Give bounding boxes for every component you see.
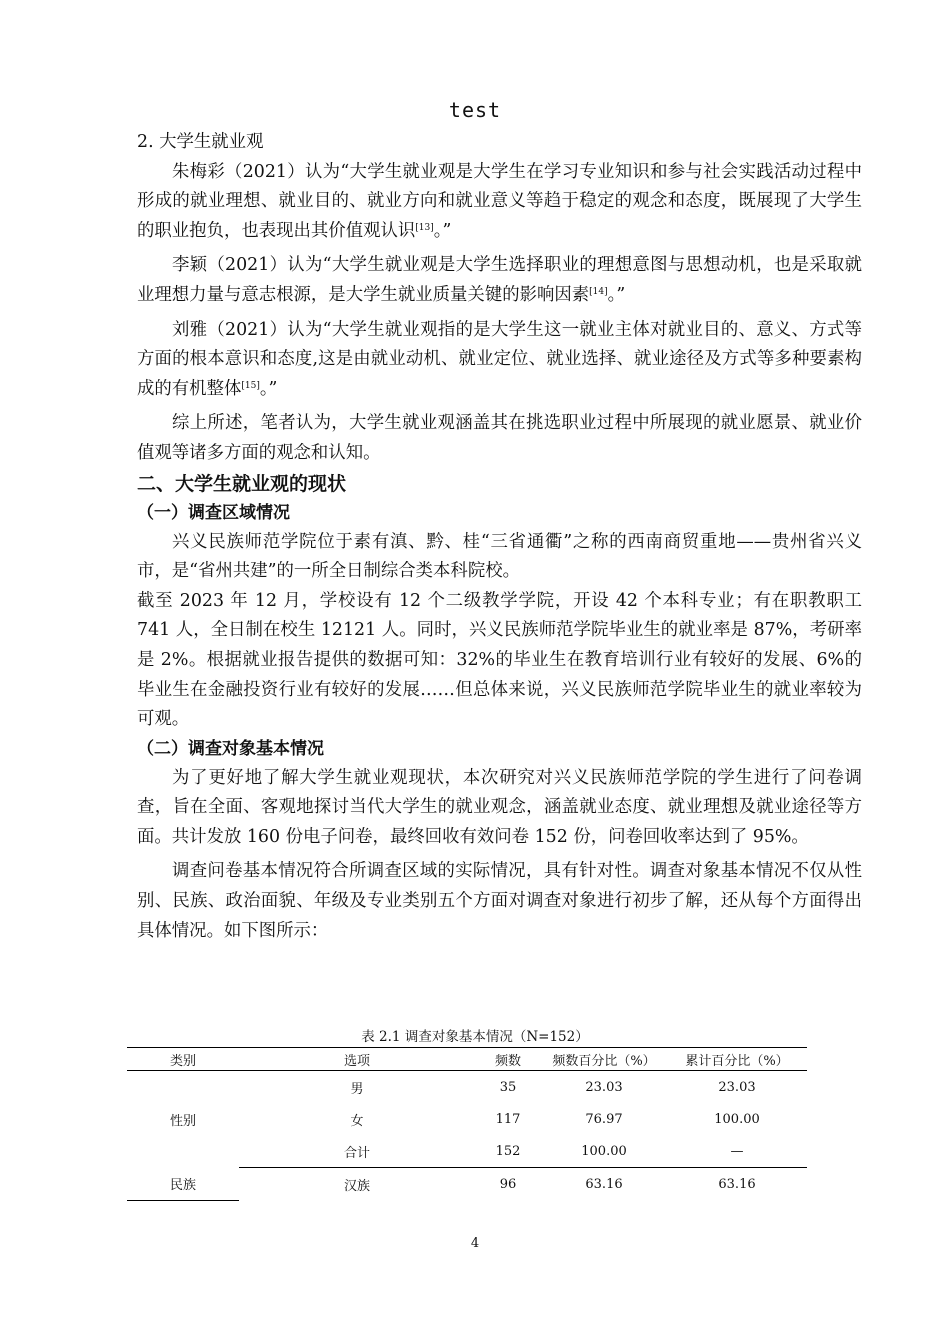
- cumulative-cell: —: [730, 1143, 744, 1159]
- frequency-cell: 117: [495, 1111, 521, 1127]
- frequency-cell: 96: [475, 1168, 541, 1201]
- page-number: 4: [470, 1236, 480, 1251]
- option-cell: 女: [350, 1113, 364, 1129]
- survey-table: [127, 1047, 807, 1201]
- column-header-category: 类别: [127, 1048, 239, 1071]
- frequency-cell: 152: [495, 1143, 521, 1159]
- citation-13: [13]: [415, 222, 434, 233]
- frequency-cell: 35: [499, 1079, 517, 1095]
- subsection-heading-region: （一）调查区域情况: [137, 502, 290, 523]
- cumulative-cell: 100.00: [714, 1111, 760, 1127]
- percent-cell: 76.97: [585, 1111, 623, 1127]
- section-heading: 2. 大学生就业观: [137, 132, 264, 152]
- chapter-heading: 二、大学生就业观的现状: [137, 472, 347, 495]
- paragraph-region-intro: 兴义民族师范学院位于素有滇、黔、桂“三省通衢”之称的西南商贸重地——贵州省兴义市，是“省州共建”的一所全日制综合类本科院校。: [137, 531, 862, 582]
- percent-cell: 100.00: [581, 1143, 627, 1159]
- column-header-percent: 频数百分比（%）: [541, 1048, 667, 1071]
- cumulative-cell: 23.03: [718, 1079, 756, 1095]
- paragraph-li: 李颖（2021）认为“大学生就业观是大学生选择职业的理想意图与思想动机，也是采取就业理想力量与意志根源，是大学生就业质量关键的影响因素[14]。”: [137, 255, 862, 305]
- percent-cell: 63.16: [541, 1168, 667, 1201]
- category-cell: 性别: [169, 1113, 196, 1129]
- subsection-heading-subjects: （二）调查对象基本情况: [137, 738, 324, 759]
- paragraph-zhu: 朱梅彩（2021）认为“大学生就业观是大学生在学习专业知识和参与社会实践活动过程中形成的就业理想、就业目的、就业方向和就业意义等趋于稳定的观念和态度，既展现了大学生的职业抱负，也表现出其价值观认识[13]。”: [137, 161, 862, 241]
- option-cell: 男: [350, 1081, 364, 1097]
- table-header-row: [127, 1048, 807, 1071]
- table-row: [127, 1168, 807, 1201]
- document-body: [137, 128, 862, 946]
- option-cell: 合计: [343, 1145, 370, 1161]
- category-cell: 民族: [127, 1168, 239, 1201]
- paragraph-region-stats: 截至 2023 年 12 月，学校设有 12 个二级教学学院，开设 42 个本科专业；有在职教职工 741 人，全日制在校生 12121 人。同时，兴义民族师范学院毕业生的就业率是 87%，考研率是 2%。根据就业报告提供的数据可知：32%的毕业生在教育培训行业有较好的发展、6%的毕业生在金融投资行业有较好的发展……但总体来说，兴义民族师范学院毕业生的就业率较为可观。: [137, 590, 862, 730]
- column-header-frequency: 频数: [475, 1048, 541, 1071]
- table-caption: 表 2.1 调查对象基本情况（N=152）: [361, 1029, 589, 1045]
- citation-14: [14]: [589, 286, 608, 297]
- paragraph-survey: 为了更好地了解大学生就业观现状，本次研究对兴义民族师范学院的学生进行了问卷调查，旨在全面、客观地探讨当代大学生的就业观念，涵盖就业态度、就业理想及就业途径等方面。共计发放 160 份电子问卷，最终回收有效问卷 152 份，问卷回收率达到了 95%。: [137, 767, 862, 847]
- paragraph-summary: 综上所述，笔者认为，大学生就业观涵盖其在挑选职业过程中所展现的就业愿景、就业价值观等诸多方面的观念和认知。: [137, 413, 862, 463]
- page-header: test: [448, 98, 502, 122]
- paragraph-liu: 刘雅（2021）认为“大学生就业观指的是大学生这一就业主体对就业目的、意义、方式等方面的根本意识和态度,这是由就业动机、就业定位、就业选择、就业途径及方式等多种要素构成的有机整体[15]。”: [137, 319, 862, 399]
- table-row: [127, 1071, 807, 1104]
- option-cell: 汉族: [239, 1168, 475, 1201]
- cumulative-cell: 63.16: [667, 1168, 807, 1201]
- citation-15: [15]: [241, 380, 260, 391]
- column-header-cumulative: 累计百分比（%）: [667, 1048, 807, 1071]
- percent-cell: 23.03: [585, 1079, 623, 1095]
- paragraph-survey-basis: 调查问卷基本情况符合所调查区域的实际情况，具有针对性。调查对象基本情况不仅从性别、民族、政治面貌、年级及专业类别五个方面对调查对象进行初步了解，还从每个方面得出具体情况。如下图所示：: [137, 861, 862, 941]
- column-header-option: 选项: [239, 1048, 475, 1071]
